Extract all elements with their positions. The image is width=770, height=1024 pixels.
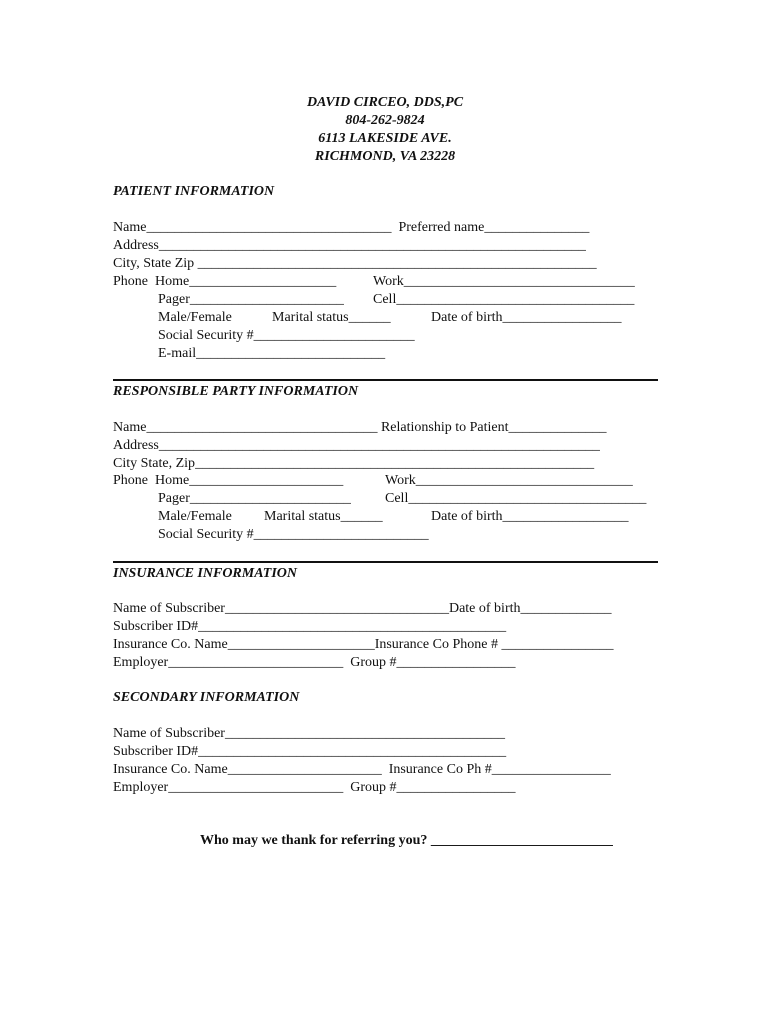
secondary-subscriber-label: Name of Subscriber — [113, 726, 225, 741]
responsible-sex-label: Male/Female — [158, 509, 232, 524]
responsible-heading: RESPONSIBLE PARTY INFORMATION — [113, 384, 359, 399]
patient-email-row — [158, 345, 385, 363]
responsible-ssn-row — [158, 526, 429, 544]
patient-email-label: E-mail — [158, 346, 197, 361]
responsible-pager-field[interactable]: _______________________ — [189, 491, 351, 506]
referral-row — [200, 832, 613, 850]
patient-ssn-label: Social Security # — [158, 328, 254, 343]
responsible-address-row — [113, 437, 600, 455]
patient-city-row — [113, 255, 597, 273]
insurance-employer-row — [113, 654, 516, 672]
patient-preferred-label: Preferred name — [398, 220, 485, 235]
patient-heading: PATIENT INFORMATION — [113, 184, 275, 199]
responsible-name-field[interactable]: _________________________________ — [146, 420, 378, 435]
insurance-company-field[interactable]: _____________________ — [227, 637, 375, 652]
insurance-group-label: Group # — [350, 655, 397, 670]
responsible-relationship-field[interactable]: ______________ — [508, 420, 607, 435]
insurance-dob-field[interactable]: _____________ — [520, 601, 612, 616]
responsible-marital-label: Marital status — [264, 509, 341, 524]
secondary-subscriber-id-field[interactable]: ____________________________________________ — [198, 744, 507, 759]
secondary-company-phone-field[interactable]: _________________ — [491, 762, 611, 777]
patient-cell-field[interactable]: __________________________________ — [396, 292, 635, 307]
patient-email-field[interactable]: ___________________________ — [196, 346, 386, 361]
patient-work-label: Work — [373, 274, 404, 289]
responsible-dob-field[interactable]: __________________ — [502, 509, 629, 524]
insurance-company-phone-label: Insurance Co Phone # — [374, 637, 498, 652]
responsible-phone-home-field[interactable]: ______________________ — [189, 473, 344, 488]
secondary-employer-label: Employer — [113, 780, 169, 795]
responsible-pager-label: Pager — [158, 491, 190, 506]
patient-work-row — [373, 273, 635, 291]
practice-name: DAVID CIRCEO, DDS,PC — [306, 95, 464, 110]
responsible-name-label: Name — [113, 420, 147, 435]
secondary-subscriber-field[interactable]: ________________________________________ — [224, 726, 505, 741]
secondary-subscriber-id-label: Subscriber ID# — [113, 744, 199, 759]
responsible-ssn-label: Social Security # — [158, 527, 254, 542]
section-divider — [113, 379, 658, 381]
patient-dob-field[interactable]: _________________ — [502, 310, 622, 325]
responsible-pager-row — [158, 490, 351, 508]
secondary-company-field[interactable]: ______________________ — [227, 762, 382, 777]
insurance-heading: INSURANCE INFORMATION — [113, 566, 297, 581]
patient-pager-label: Pager — [158, 292, 190, 307]
secondary-group-label: Group # — [350, 780, 397, 795]
responsible-address-field[interactable]: _______________________________________________________________ — [158, 438, 600, 453]
insurance-subscriber-label: Name of Subscriber — [113, 601, 225, 616]
patient-ssn-field[interactable]: _______________________ — [253, 328, 415, 343]
secondary-employer-row — [113, 779, 516, 797]
insurance-subscriber-id-row — [113, 618, 506, 636]
patient-marital-label: Marital status — [272, 310, 349, 325]
patient-city-field[interactable]: _________________________________________________________ — [197, 256, 597, 271]
patient-name-row — [113, 219, 589, 237]
patient-marital-row — [272, 309, 391, 327]
responsible-work-row — [385, 472, 633, 490]
responsible-phone-row — [113, 472, 343, 490]
insurance-subscriber-id-field[interactable]: ____________________________________________ — [198, 619, 507, 634]
patient-cell-label: Cell — [373, 292, 397, 307]
insurance-group-field[interactable]: _________________ — [396, 655, 516, 670]
insurance-subscriber-id-label: Subscriber ID# — [113, 619, 199, 634]
patient-phone-home-label: Phone Home — [113, 274, 190, 289]
patient-pager-row — [158, 291, 344, 309]
secondary-company-row — [113, 761, 611, 779]
patient-address-row — [113, 237, 586, 255]
secondary-company-label: Insurance Co. Name — [113, 762, 228, 777]
secondary-company-phone-label: Insurance Co Ph # — [388, 762, 492, 777]
responsible-dob-label: Date of birth — [431, 509, 503, 524]
responsible-city-label: City State, Zip — [113, 456, 196, 471]
patient-pager-field[interactable]: ______________________ — [189, 292, 344, 307]
patient-sex-label: Male/Female — [158, 310, 232, 325]
patient-preferred-field[interactable]: _______________ — [484, 220, 590, 235]
patient-dob-label: Date of birth — [431, 310, 503, 325]
insurance-company-label: Insurance Co. Name — [113, 637, 228, 652]
secondary-subscriber-id-row — [113, 743, 506, 761]
insurance-subscriber-row — [113, 600, 612, 618]
patient-city-label: City, State Zip — [113, 256, 195, 271]
patient-name-field[interactable]: ___________________________________ — [146, 220, 392, 235]
insurance-dob-label: Date of birth — [448, 601, 521, 616]
patient-name-label: Name — [113, 220, 147, 235]
responsible-cell-row — [385, 490, 646, 508]
secondary-employer-field[interactable]: _________________________ — [168, 780, 344, 795]
responsible-work-field[interactable]: _______________________________ — [415, 473, 633, 488]
insurance-employer-label: Employer — [113, 655, 169, 670]
referral-field[interactable]: __________________________ — [430, 833, 613, 848]
patient-phone-row — [113, 273, 336, 291]
patient-address-label: Address — [113, 238, 159, 253]
secondary-group-field[interactable]: _________________ — [396, 780, 516, 795]
secondary-subscriber-row — [113, 725, 505, 743]
insurance-company-phone-field[interactable]: ________________ — [501, 637, 614, 652]
insurance-employer-field[interactable]: _________________________ — [168, 655, 344, 670]
responsible-ssn-field[interactable]: _________________________ — [253, 527, 429, 542]
responsible-cell-label: Cell — [385, 491, 409, 506]
responsible-city-row — [113, 455, 594, 473]
insurance-company-row — [113, 636, 613, 654]
section-divider — [113, 561, 658, 563]
responsible-dob-row — [431, 508, 629, 526]
responsible-relationship-label: Relationship to Patient — [380, 420, 509, 435]
patient-cell-row — [373, 291, 634, 309]
patient-phone-home-field[interactable]: _____________________ — [189, 274, 337, 289]
responsible-marital-row — [264, 508, 383, 526]
responsible-name-row — [113, 419, 606, 437]
insurance-subscriber-field[interactable]: ________________________________ — [224, 601, 449, 616]
patient-ssn-row — [158, 327, 415, 345]
secondary-heading: SECONDARY INFORMATION — [113, 690, 300, 705]
responsible-work-label: Work — [385, 473, 416, 488]
responsible-address-label: Address — [113, 438, 159, 453]
practice-address: 6113 LAKESIDE AVE. — [318, 131, 452, 146]
patient-work-field[interactable]: _________________________________ — [403, 274, 635, 289]
responsible-phone-home-label: Phone Home — [113, 473, 190, 488]
practice-phone: 804-262-9824 — [345, 113, 425, 128]
practice-city: RICHMOND, VA 23228 — [314, 149, 456, 164]
responsible-marital-field[interactable]: ______ — [340, 509, 383, 524]
patient-address-field[interactable]: _____________________________________________________________ — [158, 238, 586, 253]
responsible-city-field[interactable]: _________________________________________________________ — [195, 456, 595, 471]
patient-dob-row — [431, 309, 622, 327]
referral-question: Who may we thank for referring you? — [200, 833, 428, 848]
responsible-cell-field[interactable]: __________________________________ — [408, 491, 647, 506]
patient-marital-field[interactable]: ______ — [348, 310, 391, 325]
